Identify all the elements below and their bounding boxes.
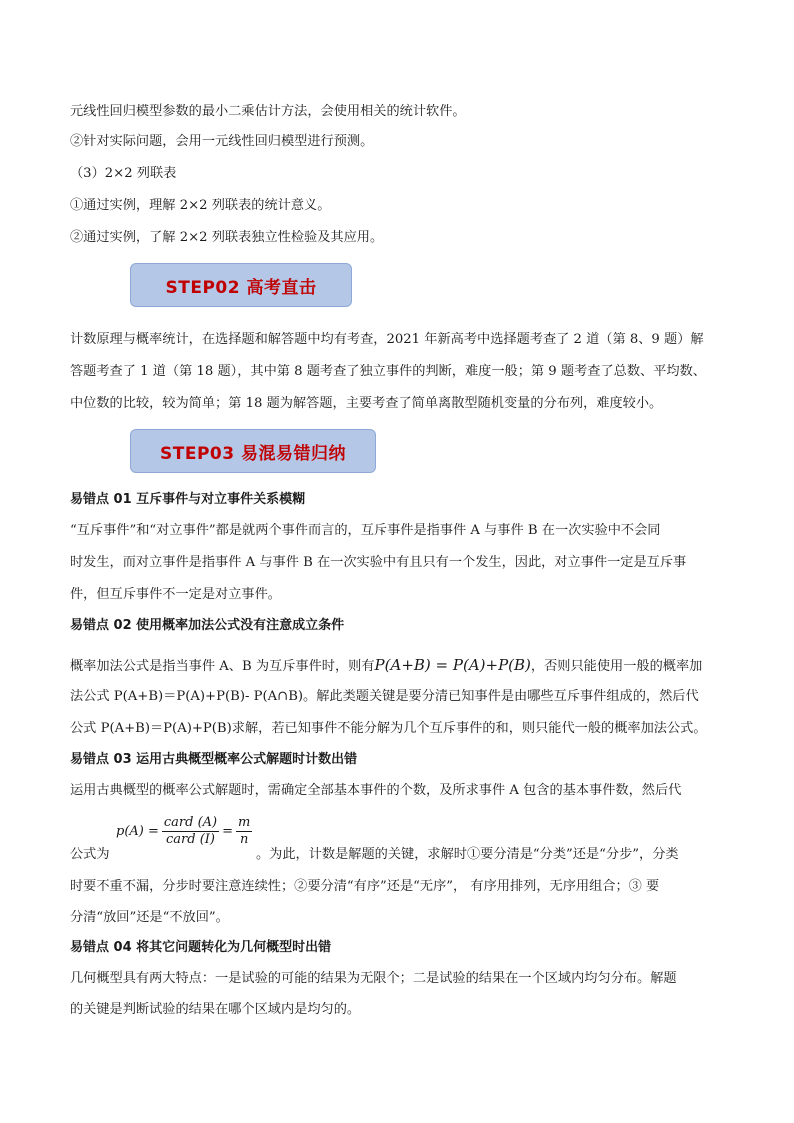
- fraction-card: [162, 815, 219, 848]
- error-point-title: 易错点 04 将其它问题转化为几何概型时出错: [70, 940, 332, 955]
- paragraph-line: 时要不重不漏，分步时要注意连续性；②要分清“有序”还是“无序”， 有序用排列，无序用组合；③ 要: [70, 879, 660, 894]
- paragraph-line: “互斥事件”和“对立事件”都是就两个事件而言的，互斥事件是指事件 A 与事件 B 在一次实验中不会同: [70, 523, 661, 538]
- fraction-numerator: m: [238, 815, 251, 830]
- paragraph-line: （3）2×2 列联表: [70, 166, 177, 181]
- paragraph-line: ①通过实例，理解 2×2 列联表的统计意义。: [70, 198, 331, 213]
- step02-banner: STEP02 高考直击: [130, 263, 352, 307]
- paragraph-line: 元线性回归模型参数的最小二乘估计方法，会使用相关的统计软件。: [70, 104, 466, 119]
- paragraph-line: [70, 655, 702, 677]
- paragraph-line: ②针对实际问题，会用一元线性回归模型进行预测。: [70, 134, 374, 149]
- text-segment: 概率加法公式是指当事件 A、B 为互斥事件时，则有: [70, 659, 375, 674]
- paragraph-line: 件，但互斥事件不一定是对立事件。: [70, 587, 281, 602]
- paragraph-line: 公式 P(A+B)＝P(A)+P(B)求解，若已知事件不能分解为几个互斥事件的和，则只能代一般的概率加法公式。: [70, 721, 707, 736]
- paragraph-line: 中位数的比较，较为简单；第 18 题为解答题，主要考查了简单离散型随机变量的分布列，难度较小。: [70, 396, 663, 411]
- paragraph-line: 几何概型具有两大特点：一是试验的可能的结果为无限个；二是试验的结果在一个区域内均匀分布。解题: [70, 971, 677, 986]
- paragraph-line: 。为此，计数是解题的关键，求解时①要分清是“分类”还是“分步”，分类: [256, 847, 679, 862]
- error-point-title: 易错点 02 使用概率加法公式没有注意成立条件: [70, 618, 345, 633]
- paragraph-line: 法公式 P(A+B)＝P(A)+P(B)- P(A∩B)。解此类题关键是要分清已知事件是由哪些互斥事件组成的，然后代: [70, 689, 699, 704]
- fraction-mn: [236, 815, 252, 848]
- paragraph-line: 的关键是判断试验的结果在哪个区域内是均匀的。: [70, 1002, 361, 1017]
- paragraph-line: 公式为: [70, 847, 110, 862]
- paragraph-line: 答题考查了 1 道（第 18 题），其中第 8 题考查了独立事件的判断，难度一般；第 9 题考查了总数、平均数、: [70, 364, 706, 379]
- paragraph-line: 分清“放回”还是“不放回”。: [70, 910, 229, 925]
- error-point-title: 易错点 01 互斥事件与对立事件关系模糊: [70, 492, 306, 507]
- paragraph-line: ②通过实例，了解 2×2 列联表独立性检验及其应用。: [70, 230, 384, 245]
- step03-banner: STEP03 易混易错归纳: [130, 429, 376, 473]
- fraction-numerator: card (A): [163, 815, 218, 830]
- paragraph-line: 运用古典概型的概率公式解题时，需确定全部基本事件的个数，及所求事件 A 包含的基本事件数，然后代: [70, 783, 682, 798]
- equals-sign: =: [222, 824, 234, 839]
- paragraph-line: 计数原理与概率统计，在选择题和解答题中均有考查，2021 年新高考中选择题考查了 2 道（第 8、9 题）解: [70, 332, 704, 347]
- addition-formula: P(A+B) = P(A)+P(B): [374, 656, 531, 674]
- classical-probability-formula: [116, 815, 252, 848]
- formula-lhs: p(A) =: [116, 824, 159, 839]
- fraction-denominator: card (I): [166, 832, 215, 847]
- error-point-title: 易错点 03 运用古典概型概率公式解题时计数出错: [70, 752, 358, 767]
- fraction-denominator: n: [240, 832, 249, 847]
- paragraph-line: 时发生，而对立事件是指事件 A 与事件 B 在一次实验中有且只有一个发生，因此，对立事件一定是互斥事: [70, 555, 687, 570]
- text-segment: ，否则只能使用一般的概率加: [530, 659, 703, 674]
